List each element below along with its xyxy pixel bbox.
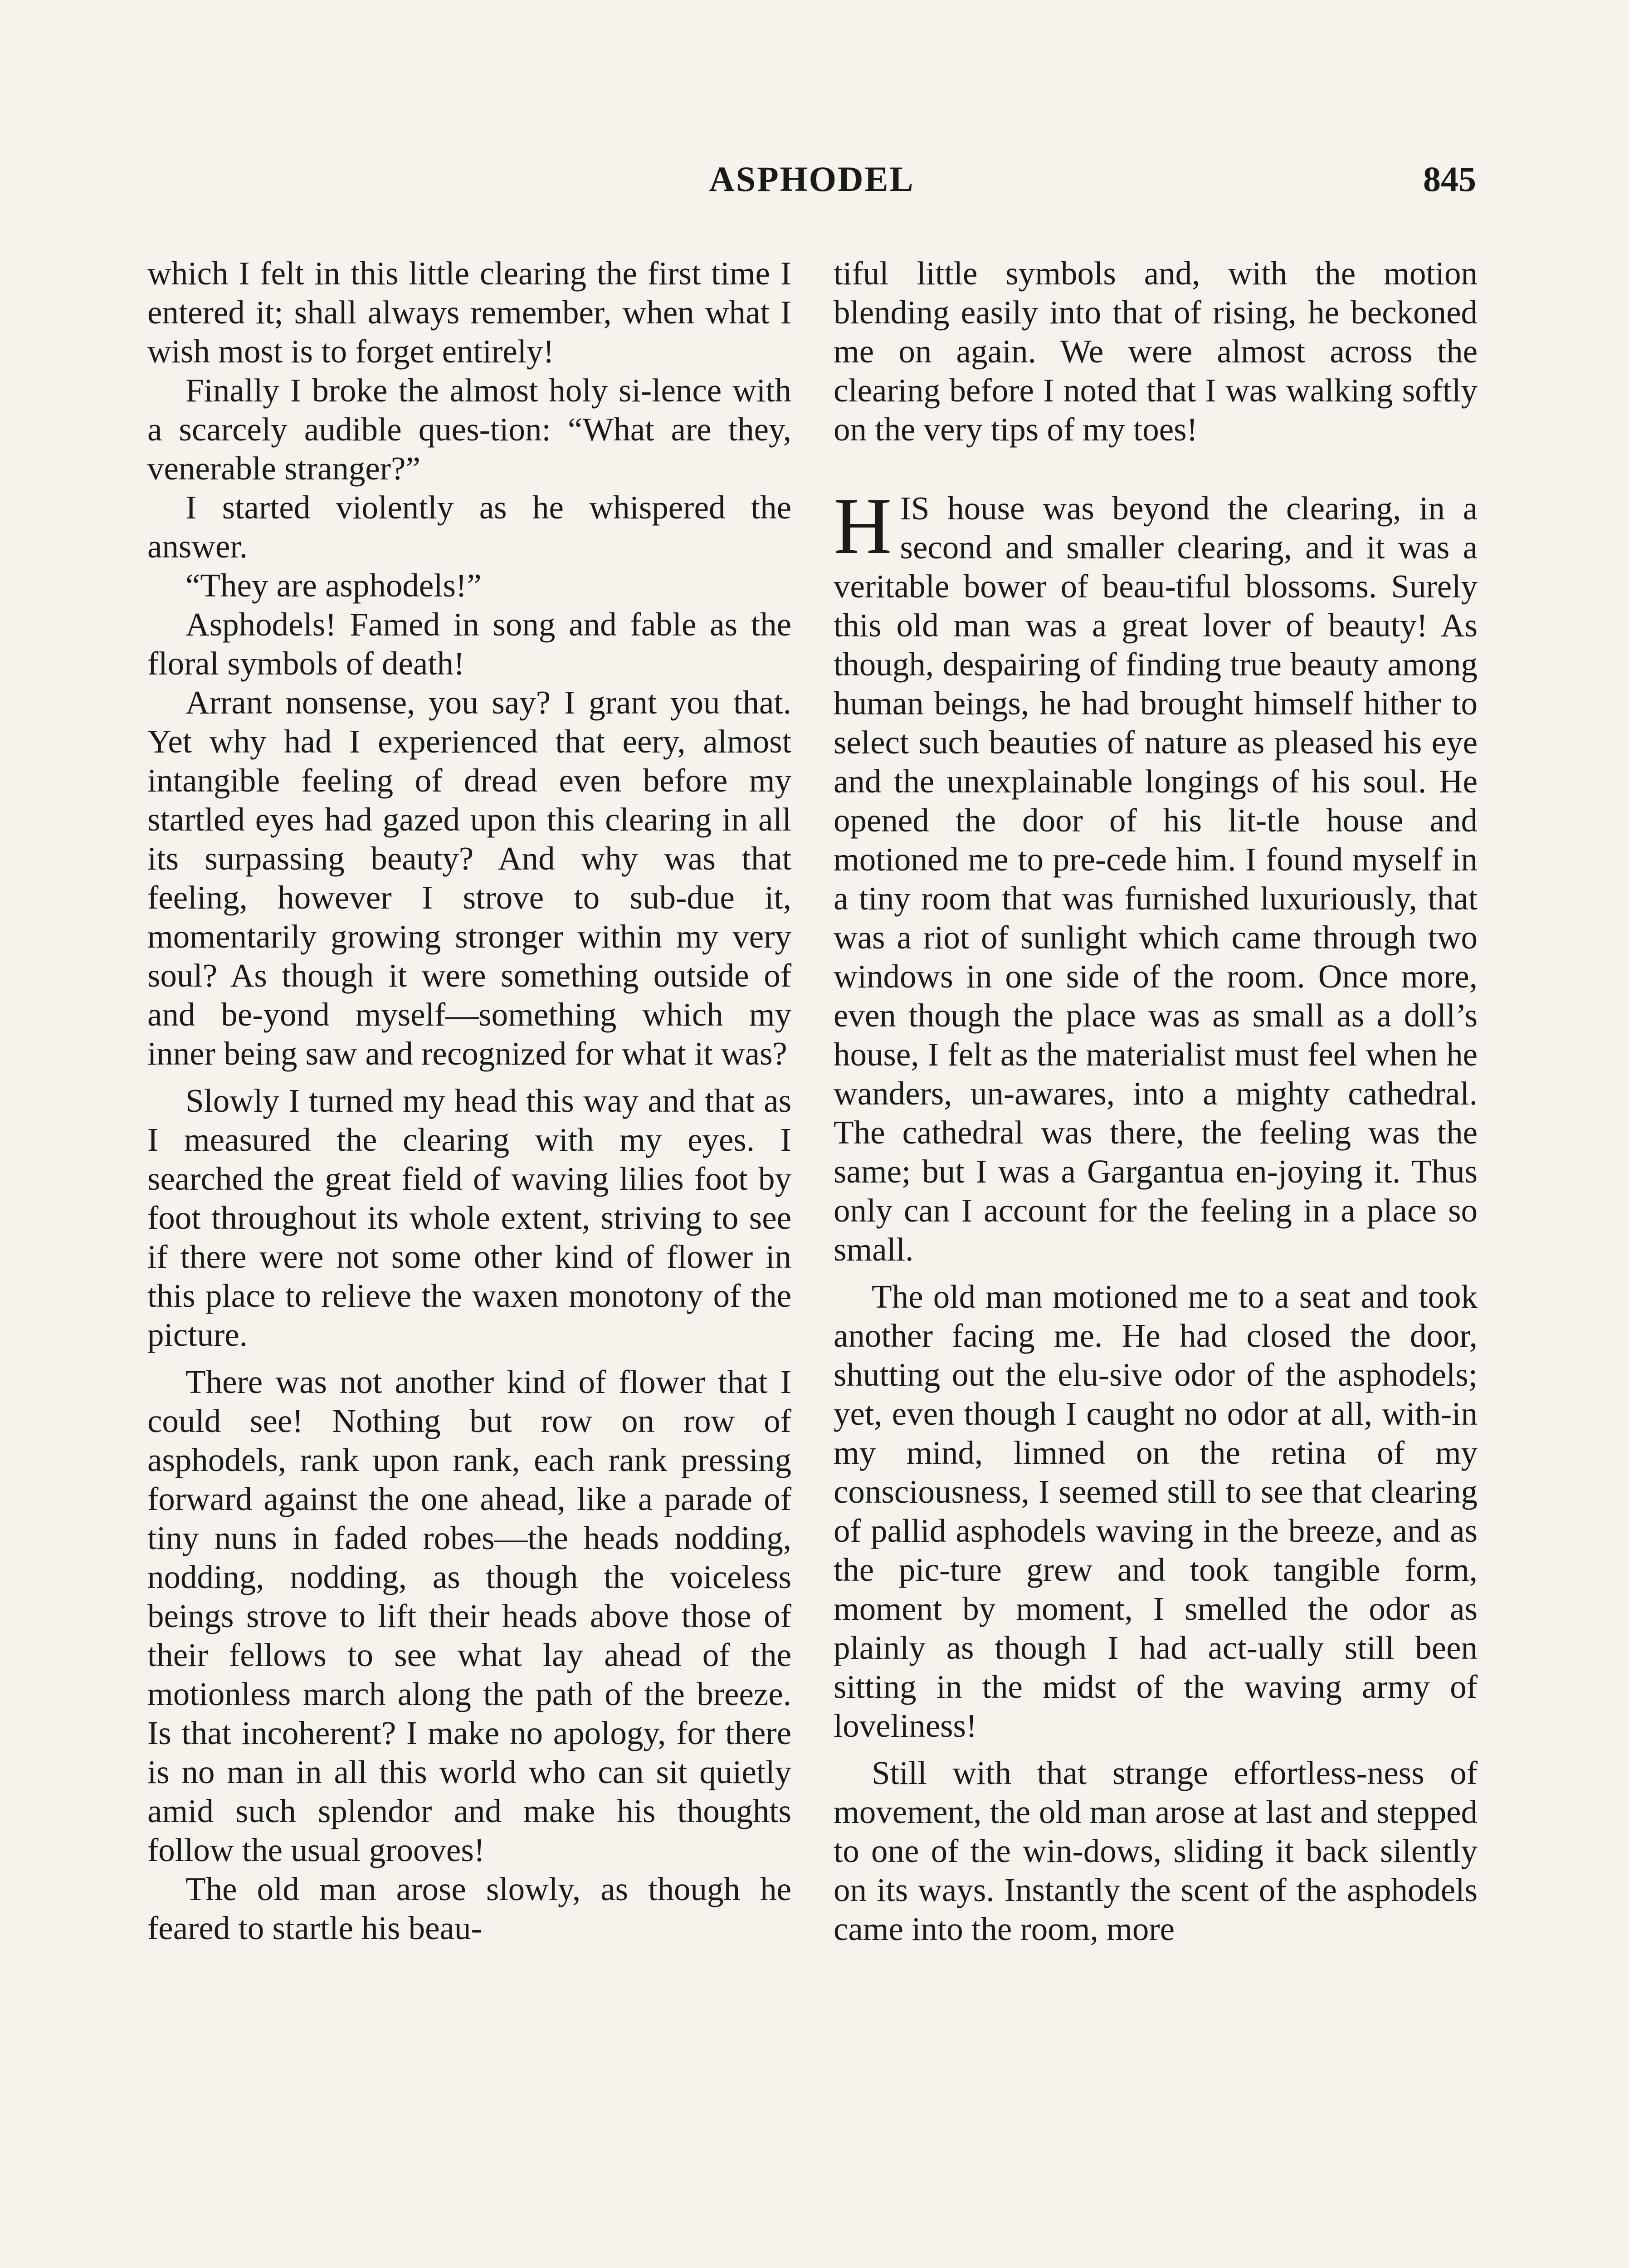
- page-header: [147, 159, 1476, 209]
- paragraph: Finally I broke the almost holy si-lence with a scarcely audible ques-tion: “What are they, venerable stranger?”: [147, 372, 791, 487]
- paragraph: Asphodels! Famed in song and fable as the floral symbols of death!: [147, 606, 791, 682]
- running-title: ASPHODEL: [709, 159, 915, 199]
- paragraph: Arrant nonsense, you say? I grant you that. Yet why had I experienced that eery, almost intangible feeling of dread even before my startled eyes had gazed upon this clearing in all its surpassing beauty? And why was that feeling, however I strove to sub-due it, momentarily growing stronger within my very soul? As though it were something outside of and be-yond myself—something which my inner being saw and recognized for what it was?: [147, 684, 791, 1072]
- paragraph: I started violently as he whispered the answer.: [147, 489, 791, 565]
- drop-cap: H: [834, 481, 892, 571]
- paragraph: Still with that strange effortless-ness of movement, the old man arose at last and stepped to one of the win-dows, sliding it back silently on its ways. Instantly the scent of the asphodels came into the room, more: [834, 1755, 1478, 1947]
- paragraph: Slowly I turned my head this way and that as I measured the clearing with my eyes. I searched the great field of waving lilies foot by foot throughout its whole extent, striving to see if there were not some other kind of flower in this place to relieve the waxen monotony of the picture.: [147, 1082, 791, 1353]
- paragraph: The old man arose slowly, as though he feared to startle his beau-: [147, 1871, 791, 1946]
- left-column: [147, 254, 791, 1948]
- paragraph: tiful little symbols and, with the motion blending easily into that of rising, he beckoned me on again. We were almost across the clearing before I noted that I was walking softly on the very tips of my toes!: [834, 255, 1478, 448]
- paragraph: There was not another kind of flower that I could see! Nothing but row on row of asphodels, rank upon rank, each rank pressing forward against the one ahead, like a parade of tiny nuns in faded robes—the heads nodding, nodding, nodding, as though the voiceless beings strove to lift their heads above those of their fellows to see what lay ahead of the motionless march along the path of the breeze. Is that incoherent? I make no apology, for there is no man in all this world who can sit quietly amid such splendor and make his thoughts follow the usual grooves!: [147, 1364, 791, 1868]
- paragraph: The old man motioned me to a seat and took another facing me. He had closed the door, shutting out the elu-sive odor of the asphodels; yet, even though I caught no odor at all, with-in my mind, limned on the retina of my consciousness, I seemed still to see that clearing of pallid asphodels waving in the breeze, and as the pic-ture grew and took tangible form, moment by moment, I smelled the odor as plainly as though I had act-ually still been sitting in the midst of the waving army of loveliness!: [834, 1278, 1478, 1744]
- right-column: [834, 254, 1478, 1949]
- paragraph: “They are asphodels!”: [185, 567, 482, 604]
- paragraph: which I felt in this little clearing the first time I entered it; shall always remember, when what I wish most is to forget entirely!: [147, 255, 791, 370]
- section-opening-paragraph: [834, 481, 1478, 1269]
- page-number: 845: [1423, 159, 1476, 199]
- section-opening-text: IS house was beyond the clearing, in a second and smaller clearing, and it was a veritable bower of beau-tiful blossoms. Surely this old man was a great lover of beauty! As though, despairing of finding true beauty among human beings, he had brought himself hither to select such beauties of nature as pleased his eye and the unexplainable longings of his soul. He opened the door of his lit-tle house and motioned me to pre-cede him. I found myself in a tiny room that was furnished luxuriously, that was a riot of sunlight which came through two windows in one side of the room. Once more, even though the place was as small as a doll’s house, I felt as the materialist must feel when he wanders, un-awares, into a mighty cathedral. The cathedral was there, the feeling was the same; but I was a Gargantua en-joying it. Thus only can I account for the feeling in a place so small.: [834, 490, 1478, 1268]
